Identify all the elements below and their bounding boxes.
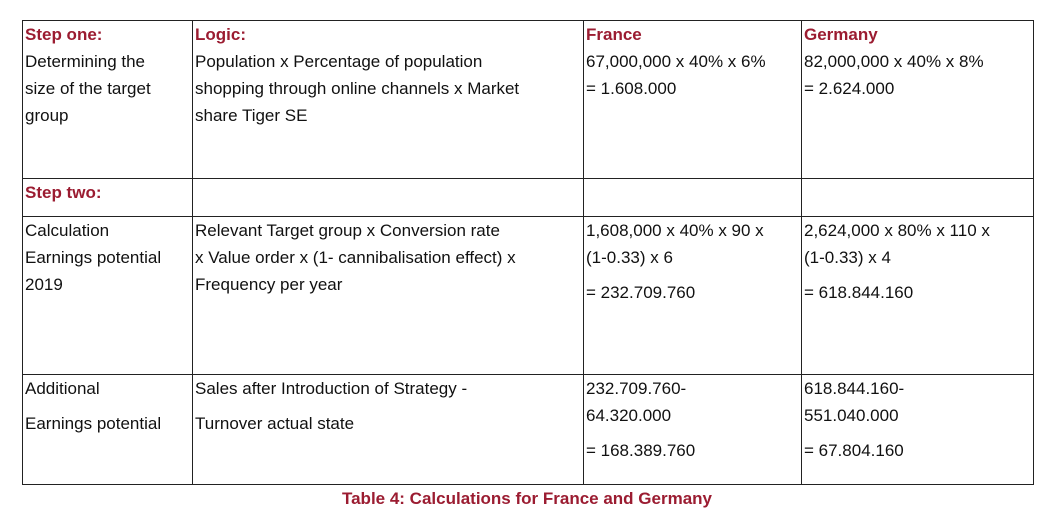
germany-calc-line: 2,624,000 x 80% x 110 x — [804, 221, 990, 240]
logic-line: Population x Percentage of population — [195, 52, 483, 71]
germany-calc-line: 82,000,000 x 40% x 8% — [804, 52, 984, 71]
step-one-label-line: group — [25, 106, 69, 125]
france-cell — [584, 375, 802, 485]
step-two-header-cell — [23, 179, 193, 217]
logic-line: x Value order x (1- cannibalisation effect) x — [195, 248, 516, 267]
france-calc-line: 67,000,000 x 40% x 6% — [586, 52, 766, 71]
france-result: = 232.709.760 — [586, 283, 696, 302]
germany-result: = 2.624.000 — [804, 79, 895, 98]
table-row — [23, 179, 1034, 217]
logic-header: Logic: — [195, 25, 246, 44]
france-result: = 1.608.000 — [586, 79, 677, 98]
table-row — [23, 375, 1034, 485]
germany-calc-line: 551.040.000 — [804, 406, 899, 425]
france-calc-line: 232.709.760- — [586, 379, 687, 398]
step-one-label-line: Determining the — [25, 52, 146, 71]
france-result: = 168.389.760 — [586, 441, 696, 460]
additional-label-line: Earnings potential — [25, 414, 162, 433]
france-calc-line: 1,608,000 x 40% x 90 x — [586, 221, 764, 240]
germany-header: Germany — [804, 25, 878, 44]
logic-line: share Tiger SE — [195, 106, 308, 125]
step-two-label-cell — [23, 217, 193, 375]
germany-calc-line: (1-0.33) x 4 — [804, 248, 891, 267]
table-row — [23, 217, 1034, 375]
logic-line: shopping through online channels x Market — [195, 79, 520, 98]
logic-line: Turnover actual state — [195, 414, 355, 433]
logic-line: Relevant Target group x Conversion rate — [195, 221, 500, 240]
logic-cell — [193, 375, 584, 485]
france-cell — [584, 217, 802, 375]
france-cell — [584, 21, 802, 179]
empty-cell — [584, 179, 802, 217]
empty-cell — [193, 179, 584, 217]
calculation-table — [22, 20, 1034, 485]
step-one-label-line: size of the target — [25, 79, 151, 98]
step-one-header: Step one: — [25, 25, 103, 44]
germany-cell — [802, 217, 1034, 375]
france-header: France — [586, 25, 642, 44]
france-calc-line: 64.320.000 — [586, 406, 672, 425]
step-one-cell — [23, 21, 193, 179]
logic-line: Sales after Introduction of Strategy - — [195, 379, 468, 398]
empty-cell — [802, 179, 1034, 217]
logic-cell — [193, 21, 584, 179]
germany-cell — [802, 21, 1034, 179]
step-two-label-line: Calculation — [25, 221, 110, 240]
table-row — [23, 21, 1034, 179]
table-caption: Table 4: Calculations for France and Germany — [341, 489, 712, 508]
logic-cell — [193, 217, 584, 375]
logic-line: Frequency per year — [195, 275, 343, 294]
germany-result: = 618.844.160 — [804, 283, 914, 302]
step-two-label-line: 2019 — [25, 275, 63, 294]
germany-cell — [802, 375, 1034, 485]
germany-result: = 67.804.160 — [804, 441, 904, 460]
step-two-header: Step two: — [25, 183, 102, 202]
step-two-label-line: Earnings potential — [25, 248, 162, 267]
additional-label-cell — [23, 375, 193, 485]
france-calc-line: (1-0.33) x 6 — [586, 248, 673, 267]
germany-calc-line: 618.844.160- — [804, 379, 905, 398]
additional-label-line: Additional — [25, 379, 100, 398]
